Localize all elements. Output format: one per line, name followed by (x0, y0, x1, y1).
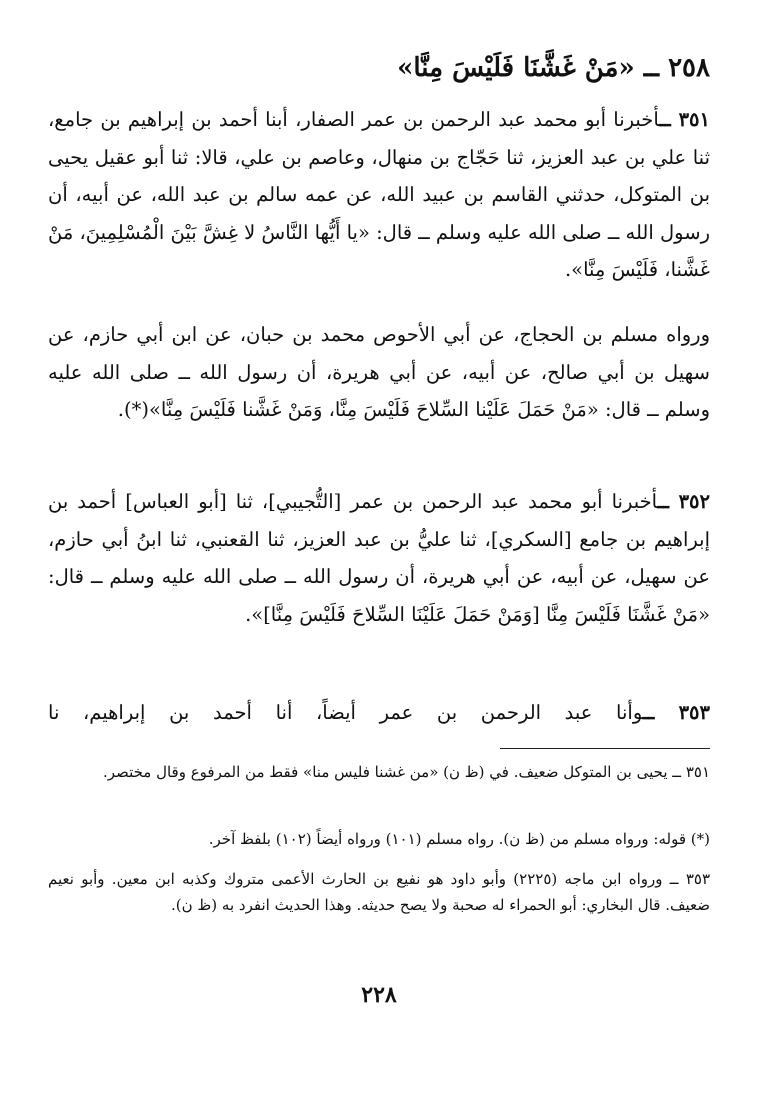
footnote-353: ٣٥٣ ــ ورواه ابن ماجه (٢٢٢٥) وأبو داود هو نفيع بن الحارث الأعمى متروك وكذبه ابن معين. وأبو نعيم ضعيف. قال البخاري: أبو الحمراء له صحبة ولا يصح حديثه. وهذا الحديث انفرد به (ظ ن). (48, 870, 711, 914)
hadith-352-text: أخبرنا أبو محمد عبد الرحمن بن عمر [التُّجيبي]، ثنا [أبو العباس] أحمد بن إبراهيم بن جامع [السكري]، ثنا عليُّ بن عبد العزيز، ثنا القعنبي، ثنا ابنُ أبي حازم، عن سهيل، عن أبيه، عن أبي هريرة، أن رسول الله ــ صلى الله عليه وسلم ــ قال: «مَنْ غَشَّنَا فَلَيْسَ مِنَّا [وَمَنْ حَمَلَ عَلَيْنَا السِّلاحَ فَلَيْسَ مِنَّا]». (48, 490, 710, 626)
hadith-352-paragraph (48, 483, 710, 633)
book-page (48, 0, 710, 1096)
page-number: ٢٢٨ (361, 982, 397, 1008)
footnote-351: ٣٥١ ــ يحيى بن المتوكل ضعيف. في (ظ ن) «من غشنا فليس منا» فقط من المرفوع وقال مختصر. (103, 763, 710, 781)
riwaya-paragraph (48, 316, 710, 429)
footnote-star: (*) قوله: ورواه مسلم من (ظ ن). رواه مسلم (١٠١) ورواه أيضاً (١٠٢) بلفظ آخر. (208, 830, 710, 848)
riwaya-text: ورواه مسلم بن الحجاج، عن أبي الأحوص محمد بن حبان، عن ابن أبي حازم، عن سهيل بن أبي صالح، عن أبيه، عن أبي هريرة، أن رسول الله ــ صلى الله عليه وسلم ــ قال: «مَنْ حَمَلَ عَلَيْنا السِّلاحَ فَلَيْسَ مِنَّا، وَمَنْ غَشَّنا فَلَيْسَ مِنَّا»(*). (48, 323, 710, 421)
chapter-number: ٢٥٨ ــ (643, 53, 710, 83)
hadith-352-number: ٣٥٢ ــ (657, 490, 710, 513)
hadith-351-text: أخبرنا أبو محمد عبد الرحمن بن عمر الصفار، أبنا أحمد بن إبراهيم بن جامع، ثنا علي بن عبد العزيز، ثنا حَجّاج بن منهال، وعاصم بن علي، قالا: ثنا أبو عقيل يحيى بن المتوكل، حدثني القاسم بن عبيد الله، عن عمه سالم بن عبد الله، عن أبيه، أن رسول الله ــ صلى الله عليه وسلم ــ قال: «يا أَيُّها النَّاسُ لا غِشَّ بَيْنَ الْمُسْلِمِينَ، مَنْ غَشَّنا، فَلَيْسَ مِنَّا». (48, 108, 710, 281)
chapter-title: «مَنْ غَشَّنَا فَلَيْسَ مِنَّا» (397, 53, 635, 83)
hadith-353-paragraph (48, 694, 710, 732)
footnote-divider (500, 748, 710, 749)
hadith-353-number: ٣٥٣ ــ (642, 701, 710, 724)
hadith-351-paragraph (48, 101, 710, 289)
chapter-heading (48, 48, 710, 88)
hadith-351-number: ٣٥١ ــ (659, 108, 710, 131)
hadith-353-text: وأنا عبد الرحمن بن عمر أيضاً، أنا أحمد بن إبراهيم، نا (48, 701, 643, 724)
